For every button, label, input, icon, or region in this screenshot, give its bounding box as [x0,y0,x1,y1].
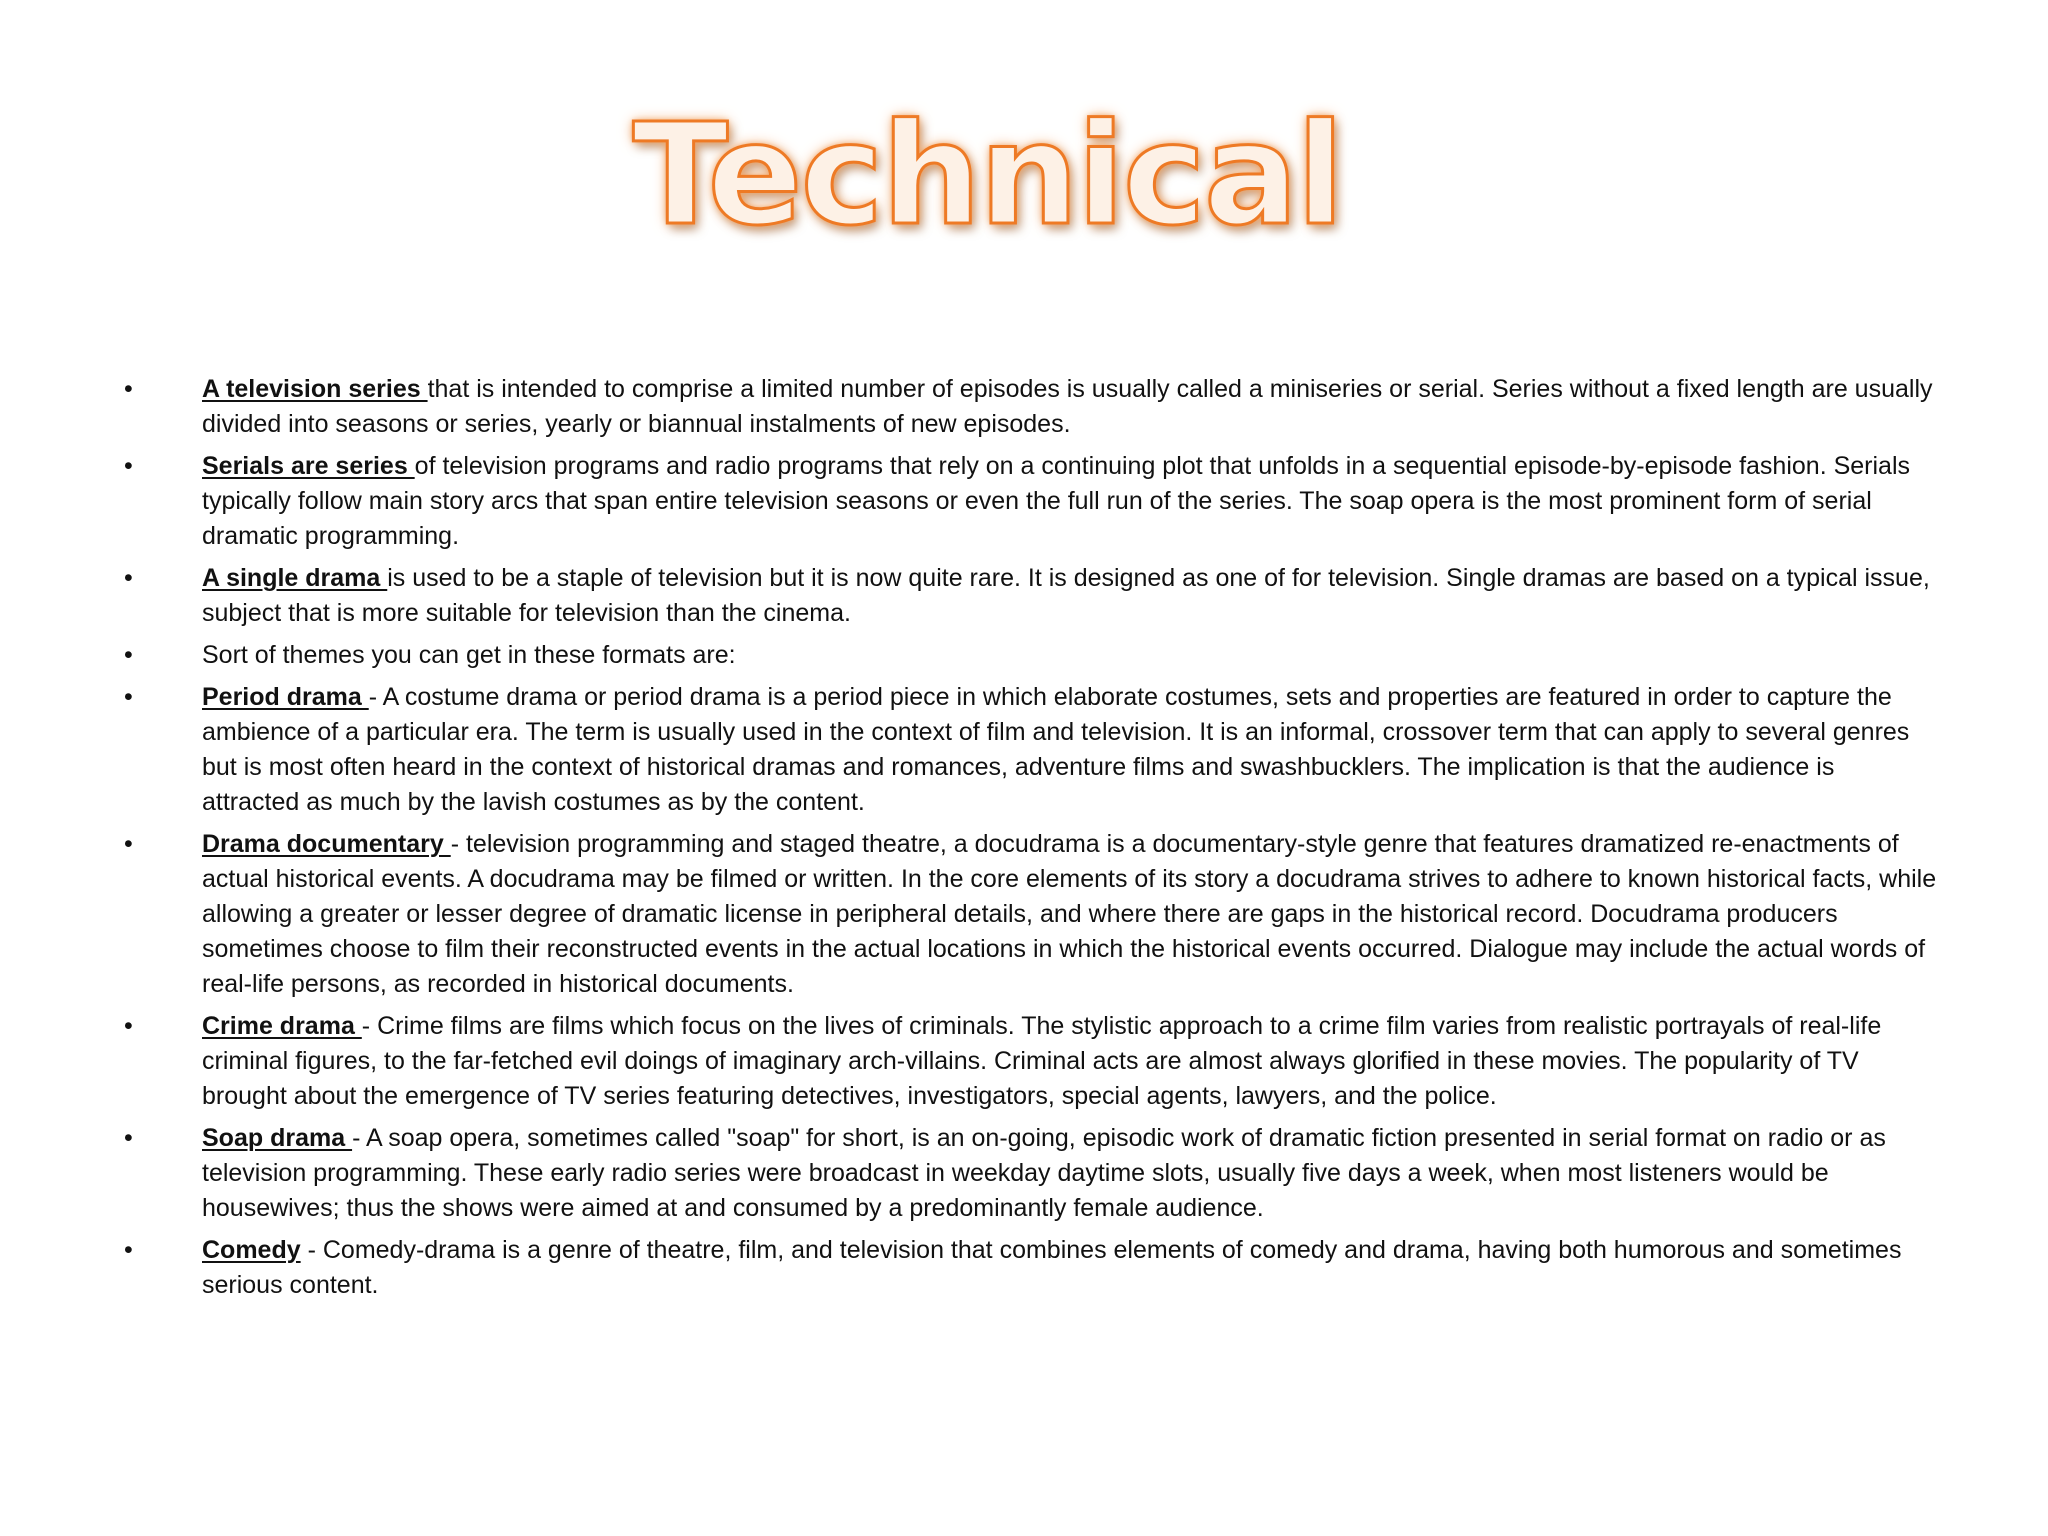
bullet-text: is used to be a staple of television but it is now quite rare. It is designed as one of for television. Single dramas are based on a typical issue, subject that is more suitable for television than the cinema. [202,564,1930,627]
bullet-list [118,372,1938,1310]
bullet-item [118,1121,1938,1226]
bullet-icon: • [124,564,133,592]
bullet-term: Drama documentary [202,830,451,858]
bullet-item [118,561,1938,631]
bullet-item [118,638,1938,673]
bullet-text: that is intended to comprise a limited number of episodes is usually called a miniseries or serial. Series without a fixed length are usually divided into seasons or series, yearly or biannual instalments of new episodes. [202,375,1933,438]
title-container [0,96,1975,256]
bullet-term: Period drama [202,683,369,711]
bullet-icon: • [124,830,133,858]
bullet-text: Sort of themes you can get in these formats are: [202,641,736,669]
bullet-text: - Crime films are films which focus on the lives of criminals. The stylistic approach to a crime film varies from realistic portrayals of real-life criminal figures, to the far-fetched evil doings of imaginary arch-villains. Criminal acts are almost always glorified in these movies. The popularity of TV brought about the emergence of TV series featuring detectives, investigators, special agents, lawyers, and the police. [202,1012,1882,1110]
bullet-text: - A soap opera, sometimes called "soap" for short, is an on-going, episodic work of dramatic fiction presented in serial format on radio or as television programming. These early radio series were broadcast in weekday daytime slots, usually five days a week, when most listeners would be housewives; thus the shows were aimed at and consumed by a predominantly female audience. [202,1124,1886,1222]
bullet-icon: • [124,1012,133,1040]
bullet-term: A television series [202,375,428,403]
bullet-term: Crime drama [202,1012,362,1040]
bullet-item [118,449,1938,554]
bullet-term: Soap drama [202,1124,353,1152]
bullet-term: A single drama [202,564,388,592]
bullet-text: of television programs and radio programs that rely on a continuing plot that unfolds in a sequential episode-by-episode fashion. Serials typically follow main story arcs that span entire television seasons or even the full run of the series. The soap opera is the most prominent form of serial dramatic programming. [202,452,1911,550]
bullet-icon: • [124,1124,133,1152]
bullet-text: - Comedy-drama is a genre of theatre, film, and television that combines elements of comedy and drama, having both humorous and sometimes serious content. [202,1236,1902,1299]
bullet-icon: • [124,1236,133,1264]
bullet-text: - A costume drama or period drama is a period piece in which elaborate costumes, sets and properties are featured in order to capture the ambience of a particular era. The term is usually used in the context of film and television. It is an informal, crossover term that can apply to several genres but is most often heard in the context of historical dramas and romances, adventure films and swashbucklers. The implication is that the audience is attracted as much by the lavish costumes as by the content. [202,683,1910,816]
bullet-icon: • [124,375,133,403]
bullet-item [118,680,1938,820]
bullet-item [118,827,1938,1002]
bullet-term: Comedy [202,1236,301,1264]
bullet-item [118,1233,1938,1303]
bullet-term: Serials are series [202,452,415,480]
bullet-item [118,1009,1938,1114]
bullet-icon: • [124,452,133,480]
bullet-text: - television programming and staged theatre, a docudrama is a documentary-style genre that features dramatized re-enactments of actual historical events. A docudrama may be filmed or written. In the core elements of its story a docudrama strives to adhere to known historical facts, while allowing a greater or lesser degree of dramatic license in peripheral details, and where there are gaps in the historical record. Docudrama producers sometimes choose to film their reconstructed events in the actual locations in which the historical events occurred. Dialogue may include the actual words of real-life persons, as recorded in historical documents. [202,830,1937,998]
slide-title: Technical [632,94,1343,257]
bullet-icon: • [124,641,133,669]
bullet-icon: • [124,683,133,711]
bullet-item [118,372,1938,442]
